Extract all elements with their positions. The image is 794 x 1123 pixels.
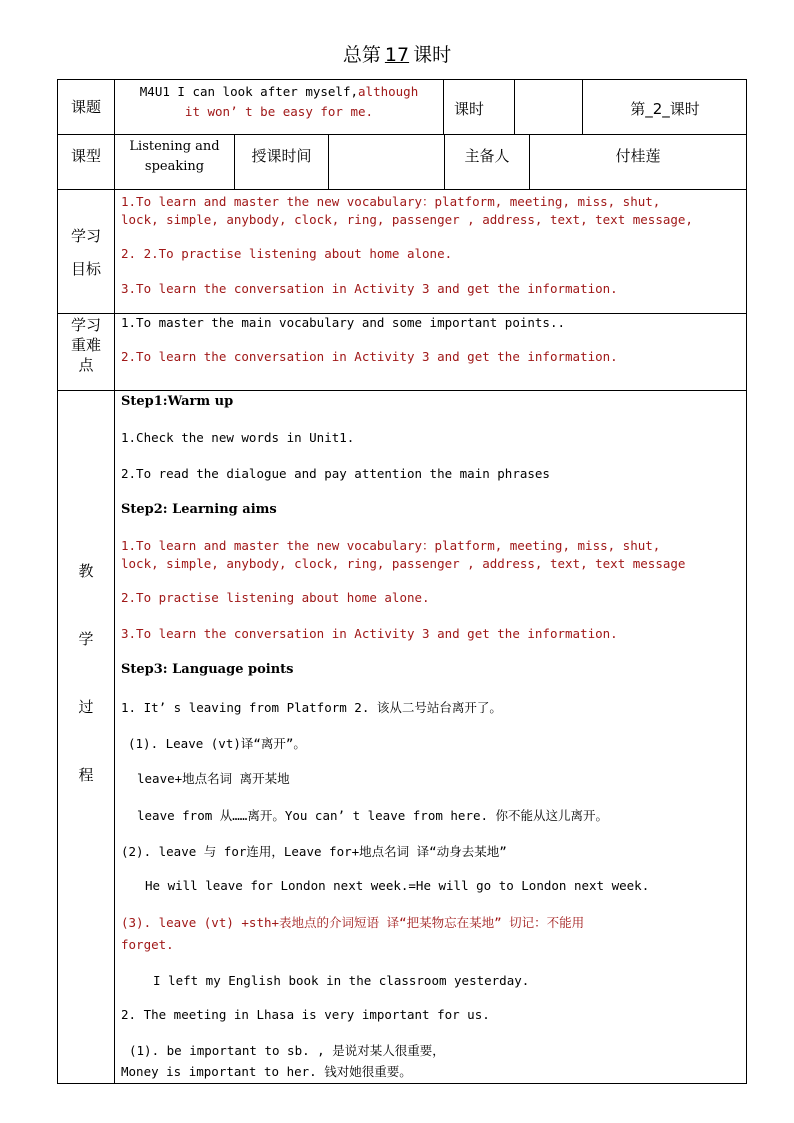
lesson-type-line1: Listening and <box>129 139 220 154</box>
goals-label-1: 学习 <box>70 227 101 245</box>
step2-item-1b: lock, simple, anybody, clock, ring, passenger , address, text, text message <box>121 556 686 571</box>
lesson-type <box>115 137 234 177</box>
lesson-number: 17 <box>384 44 410 66</box>
period-value: 第_2_课时 <box>630 100 700 118</box>
step2-item-2: 2.To practise listening about home alone. <box>121 590 430 605</box>
goal-item-2: 2. 2.To practise listening about home alone. <box>121 246 453 261</box>
language-point-1d: (2). leave 与 for连用，Leave for+地点名词 译“动身去某地” <box>121 844 507 859</box>
language-point-1f-line2: forget. <box>121 937 174 952</box>
step2-item-3: 3.To learn the conversation in Activity 3 and get the information. <box>121 626 618 641</box>
step3-title: Step3: Language points <box>121 662 294 677</box>
title-prefix: 总第 <box>342 44 381 66</box>
preparer-name: 付桂莲 <box>615 147 661 165</box>
process-label-3: 过 <box>78 698 94 716</box>
type-label: 课型 <box>70 147 101 165</box>
language-point-2a: (1). be important to sb. , 是说对某人很重要， <box>129 1043 445 1058</box>
step2-title: Step2: Learning aims <box>121 502 277 517</box>
process-label-2: 学 <box>78 630 94 648</box>
goals-label-2: 目标 <box>70 260 101 278</box>
topic-line1: M4U1 I can look after myself, <box>139 84 359 99</box>
language-point-1: 1. It’ s leaving from Platform 2. 该从二号站台离开了。 <box>121 700 502 715</box>
language-point-1f-line1: (3). leave (vt) +sth+表地点的介词短语 译“把某物忘在某地” 切记：不能用 <box>121 915 585 930</box>
title-suffix: 课时 <box>413 44 452 66</box>
period-label: 课时 <box>453 100 484 118</box>
topic-line1-red: although <box>358 84 419 99</box>
step1-item-2: 2.To read the dialogue and pay attention the main phrases <box>121 466 550 481</box>
language-point-1e: He will leave for London next week.=He will go to London next week. <box>145 878 650 893</box>
goal-item-1a: 1.To learn and master the new vocabulary：platform, meeting, miss, shut, <box>121 194 661 209</box>
process-label-4: 程 <box>78 766 94 784</box>
step1-title: Step1:Warm up <box>121 394 234 409</box>
language-point-1g: I left my English book in the classroom yesterday. <box>153 973 530 988</box>
key-label-2: 重难 <box>70 336 101 354</box>
step1-item-1: 1.Check the new words in Unit1. <box>121 430 355 445</box>
language-point-1a: (1). Leave (vt)译“离开”。 <box>128 736 306 751</box>
language-point-2: 2. The meeting in Lhasa is very important for us. <box>121 1007 490 1022</box>
goal-item-3: 3.To learn the conversation in Activity 3 and get the information. <box>121 281 618 296</box>
key-label-1: 学习 <box>70 316 101 334</box>
key-point-1: 1.To master the main vocabulary and some important points.. <box>121 315 566 330</box>
lesson-type-line2: speaking <box>144 159 205 174</box>
teach-time-label: 授课时间 <box>251 147 312 165</box>
language-point-1b: leave+地点名词 离开某地 <box>137 771 290 786</box>
key-label-3: 点 <box>78 356 94 374</box>
step2-item-1a: 1.To learn and master the new vocabulary：platform, meeting, miss, shut, <box>121 538 661 553</box>
preparer-label: 主备人 <box>464 147 510 165</box>
topic-text <box>115 82 443 122</box>
lesson-number-title <box>0 40 794 67</box>
topic-line2: it won’ t be easy for me. <box>184 104 374 119</box>
goal-item-1b: lock, simple, anybody, clock, ring, passenger , address, text, text message, <box>121 212 693 227</box>
language-point-1c: leave from 从……离开。You can’ t leave from here. 你不能从这儿离开。 <box>137 808 609 823</box>
topic-label: 课题 <box>70 98 101 116</box>
process-label-1: 教 <box>78 562 94 580</box>
key-point-2: 2.To learn the conversation in Activity 3 and get the information. <box>121 349 618 364</box>
language-point-2b: Money is important to her. 钱对她很重要。 <box>121 1064 412 1079</box>
key-points-label <box>58 315 114 375</box>
